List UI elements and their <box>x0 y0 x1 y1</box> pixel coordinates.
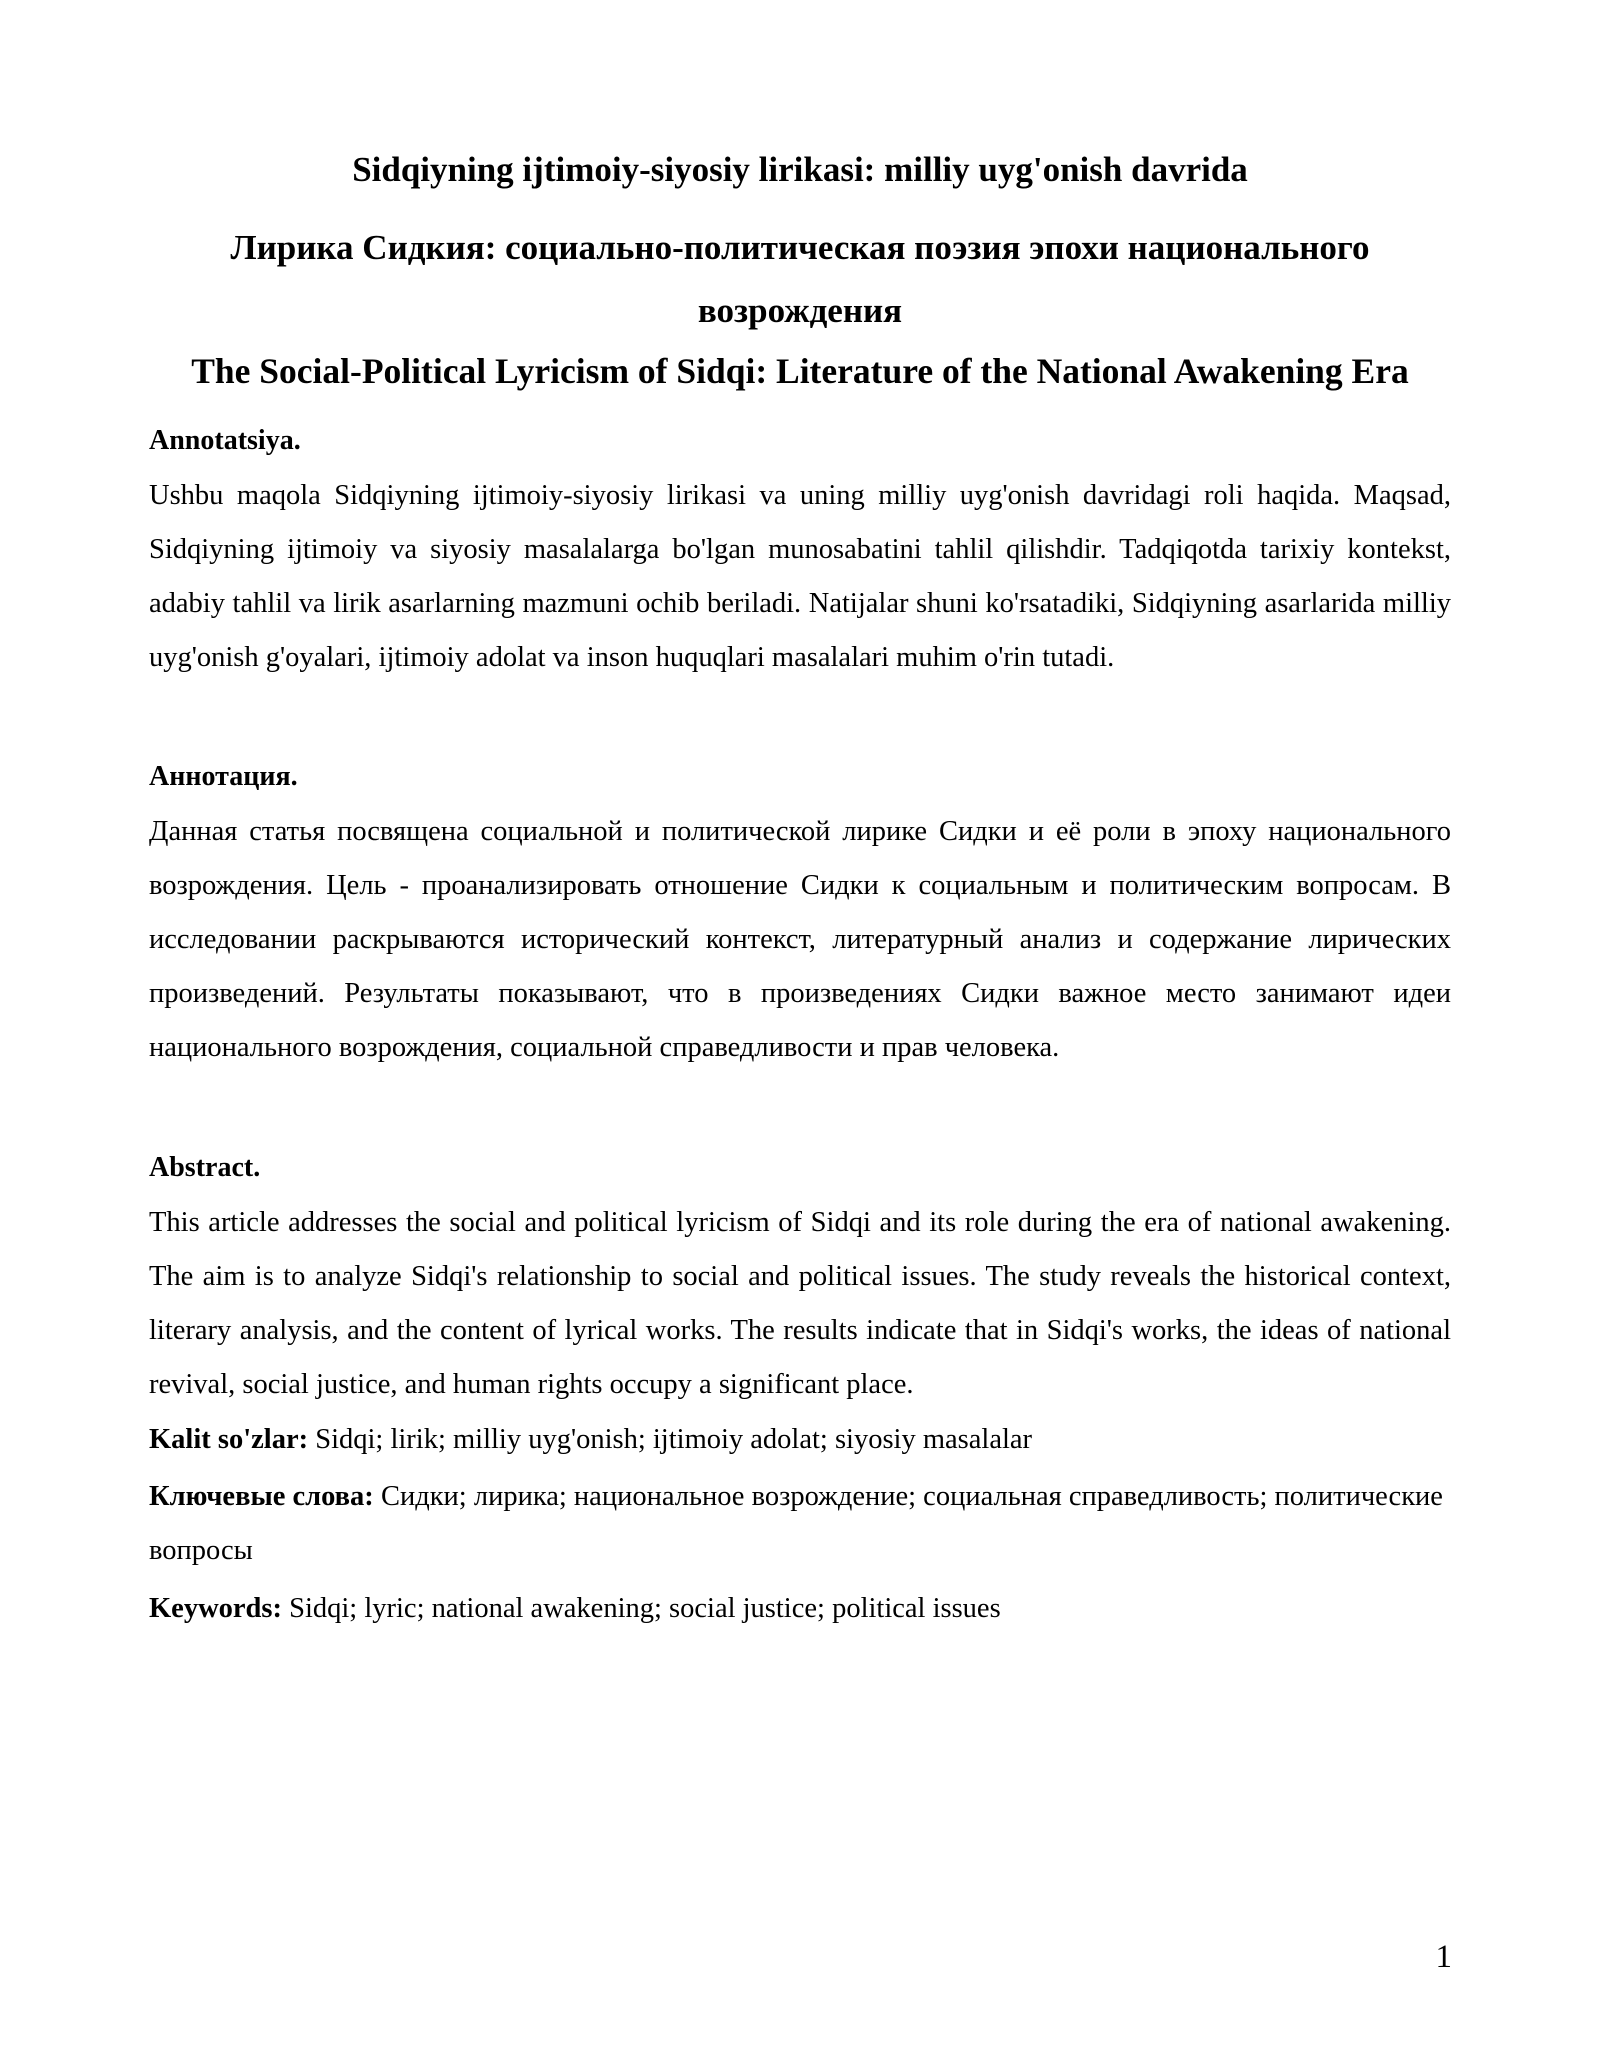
annotation-heading-uzbek: Annotatsiya. <box>149 425 301 456</box>
page-number: 1 <box>1435 1939 1452 1975</box>
keywords-label-russian: Ключевые слова: <box>149 1481 374 1512</box>
keywords-label-uzbek: Kalit so'zlar: <box>149 1424 309 1455</box>
title-english: The Social-Political Lyricism of Sidqi: Literature of the National Awakening Era <box>191 351 1409 391</box>
annotation-text-uzbek: Ushbu maqola Sidqiyning ijtimoiy-siyosiy lirikasi va uning milliy uyg'onish davridagi roli haqida. Maqsad, Sidqiyning ijtimoiy va siyosiy masalalarga bo'lgan munosabatini tahlil qilishdir. Tadqiqotda tarixiy kontekst, adabiy tahlil va lirik asarlarning mazmuni ochib beriladi. Natijalar shuni ko'rsatadiki, Sidqiyning asarlarida milliy uyg'onish g'oyalari, ijtimoiy adolat va inson huquqlari masalalari muhim o'rin tutadi. <box>149 480 1451 673</box>
abstract-text-english: This article addresses the social and political lyricism of Sidqi and its role during the era of national awakening. The aim is to analyze Sidqi's relationship to social and political issues. The study reveals the historical context, literary analysis, and the content of lyrical works. The results indicate that in Sidqi's works, the ideas of national revival, social justice, and human rights occupy a significant place. <box>149 1207 1451 1400</box>
title-russian: Лирика Сидкия: социально-политическая поэзия эпохи национального возрождения <box>230 228 1370 330</box>
title-uzbek: Sidqiyning ijtimoiy-siyosiy lirikasi: milliy uyg'onish davrida <box>352 150 1248 189</box>
annotation-heading-russian: Аннотация. <box>149 761 298 792</box>
keywords-english <box>149 1582 1451 1636</box>
keywords-uzbek <box>149 1413 1451 1467</box>
keywords-list-uzbek: Sidqi; lirik; milliy uyg'onish; ijtimoiy adolat; siyosiy masalalar <box>308 1424 1033 1455</box>
keywords-label-english: Keywords: <box>149 1593 282 1624</box>
keywords-list-english: Sidqi; lyric; national awakening; social justice; political issues <box>281 1593 1001 1624</box>
keywords-list-russian: Сидки; лирика; национальное возрождение; социальная справедливость; политические вопросы <box>149 1481 1443 1566</box>
keywords-russian <box>149 1470 1451 1578</box>
abstract-heading-english: Abstract. <box>149 1152 261 1183</box>
annotation-text-russian: Данная статья посвящена социальной и политической лирике Сидки и её роли в эпоху национального возрождения. Цель - проанализировать отношение Сидки к социальным и политическим вопросам. В исследовании раскрываются исторический контекст, литературный анализ и содержание лирических произведений. Результаты показывают, что в произведениях Сидки важное место занимают идеи национального возрождения, социальной справедливости и прав человека. <box>149 816 1451 1063</box>
